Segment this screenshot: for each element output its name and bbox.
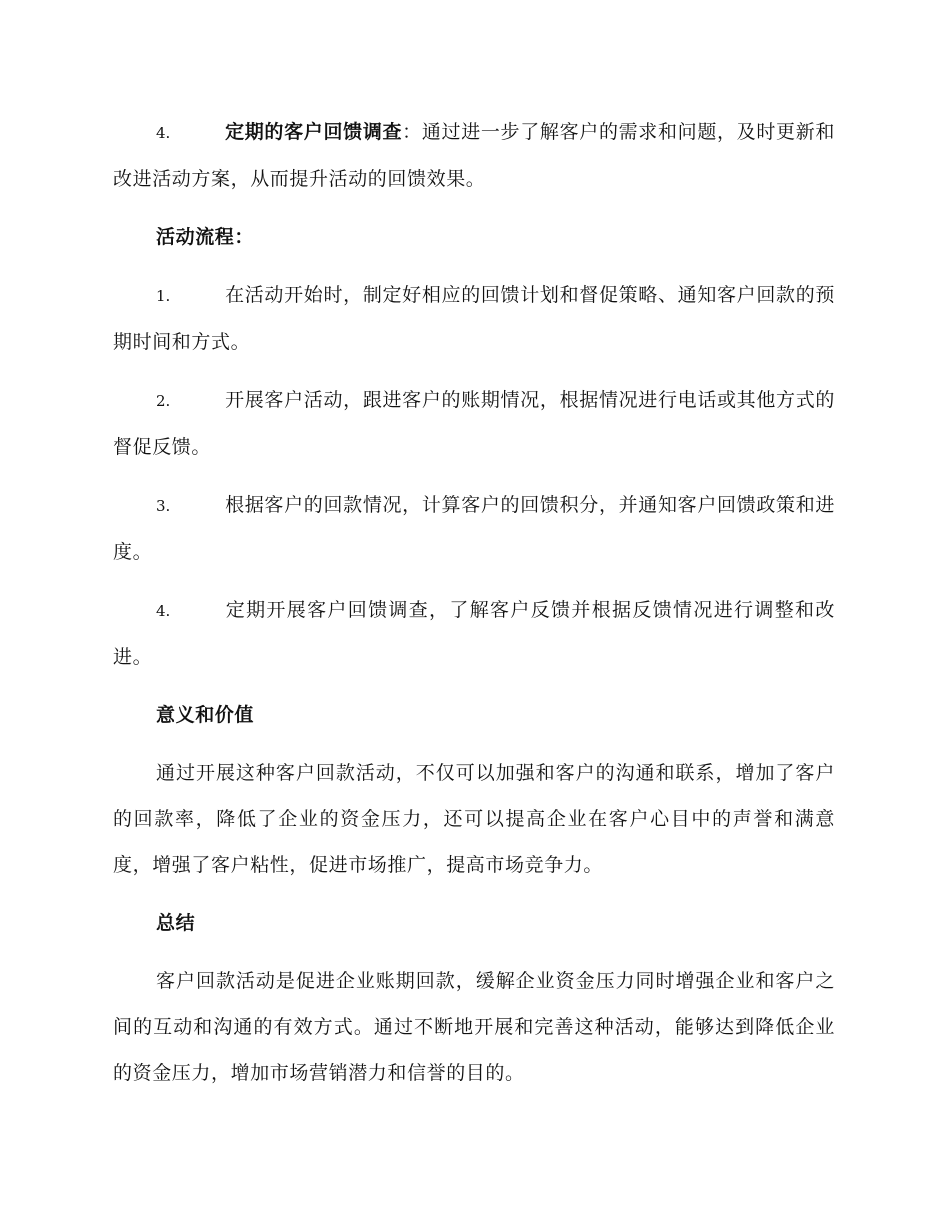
list-number: 4.	[156, 124, 171, 142]
process-list-item	[113, 587, 835, 680]
list-number: 4.	[156, 602, 171, 620]
list-number: 1.	[156, 287, 171, 305]
process-list-item	[113, 272, 835, 365]
section-heading-significance: 意义和价值	[156, 704, 255, 726]
significance-paragraph: 通过开展这种客户回款活动，不仅可以加强和客户的沟通和联系，增加了客户的回款率，降低了企业的资金压力，还可以提高企业在客户心目中的声誉和满意度，增强了客户粘性，促进市场推广，提高市场竞争力。	[113, 762, 835, 876]
list-item-text: 根据客户的回款情况，计算客户的回馈积分，并通知客户回馈政策和进度。	[113, 494, 835, 563]
list-item-text: ：通过进一步了解客户的需求和问题，及时更新和改进活动方案，从而提升活动的回馈效果。	[113, 121, 835, 190]
process-list-item	[113, 482, 835, 575]
process-list-item	[113, 377, 835, 470]
section-heading-process: 活动流程：	[156, 226, 255, 248]
intro-list-item	[113, 109, 835, 202]
list-number: 3.	[156, 497, 171, 515]
document-page	[113, 109, 835, 1108]
list-item-text: 开展客户活动，跟进客户的账期情况，根据情况进行电话或其他方式的督促反馈。	[113, 389, 835, 458]
summary-paragraph: 客户回款活动是促进企业账期回款，缓解企业资金压力同时增强企业和客户之间的互动和沟通的有效方式。通过不断地开展和完善这种活动，能够达到降低企业的资金压力，增加市场营销潜力和信誉的目的。	[113, 970, 835, 1084]
list-item-text: 定期开展客户回馈调查，了解客户反馈并根据反馈情况进行调整和改进。	[113, 599, 835, 668]
section-heading-summary: 总结	[156, 912, 196, 934]
list-item-title: 定期的客户回馈调查	[225, 121, 403, 143]
list-item-text: 在活动开始时，制定好相应的回馈计划和督促策略、通知客户回款的预期时间和方式。	[113, 284, 835, 353]
list-number: 2.	[156, 392, 171, 410]
